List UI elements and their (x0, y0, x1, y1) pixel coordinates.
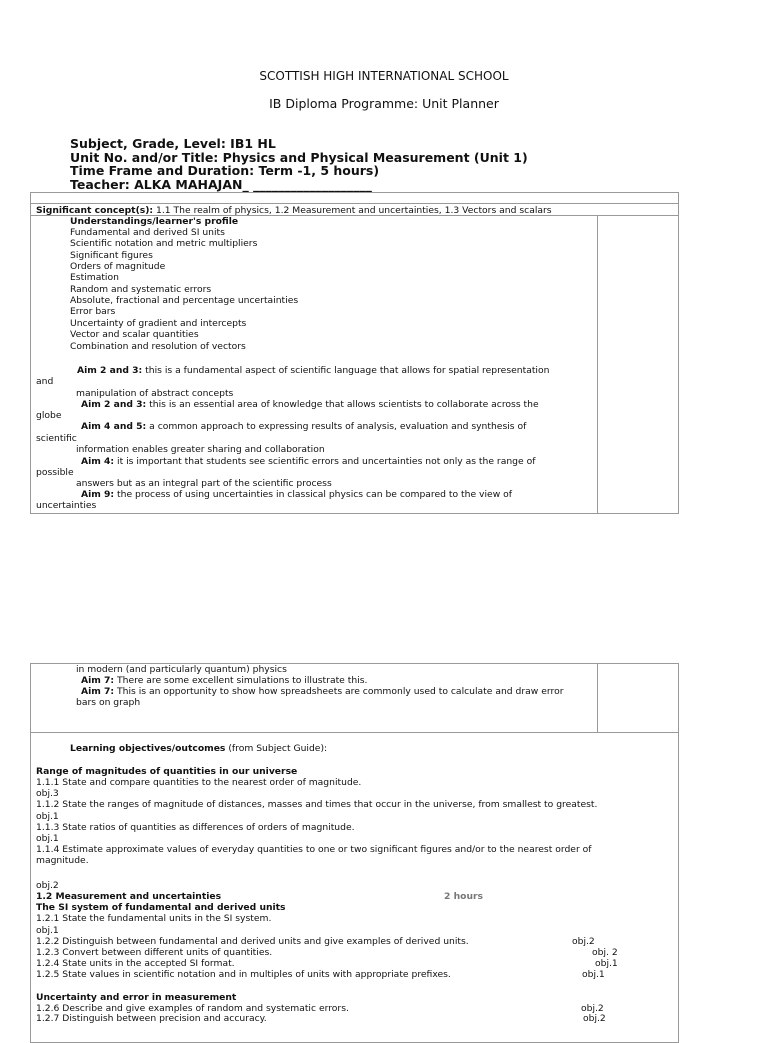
table-column-divider (597, 215, 598, 514)
aim-continuation: bars on graph (76, 697, 141, 708)
aim-continuation: information enables greater sharing and collaboration (76, 444, 325, 455)
aim-statement: Aim 7: This is an opportunity to show how spreadsheets are commonly used to calculate and draw error (81, 686, 564, 697)
section-duration: 2 hours (444, 891, 483, 902)
aim-statement: Aim 2 and 3: this is an essential area of knowledge that allows scientists to collaborate across the (81, 399, 539, 410)
table-column-divider (597, 663, 598, 732)
aim-continuation: possible (36, 467, 74, 478)
school-name: SCOTTISH HIGH INTERNATIONAL SCHOOL (259, 69, 509, 83)
objective-level: obj.2 (36, 880, 59, 891)
understanding-item: Fundamental and derived SI units (70, 227, 225, 238)
aim-continuation: answers but as an integral part of the scientific process (76, 478, 332, 489)
objective-level: obj.3 (36, 788, 59, 799)
objectives-heading: Learning objectives/outcomes (from Subject Guide): (70, 743, 328, 754)
aim-statement: Aim 4: it is important that students see scientific errors and uncertainties not only as the range of (81, 456, 536, 467)
objective-item: 1.2.1 State the fundamental units in the SI system. (36, 913, 272, 924)
objective-item: 1.2.4 State units in the accepted SI format. (36, 958, 235, 969)
section-heading: The SI system of fundamental and derived units (36, 902, 286, 913)
understanding-item: Estimation (70, 272, 119, 283)
aim-statement: Aim 4 and 5: a common approach to expressing results of analysis, evaluation and synthesis of (81, 421, 527, 432)
teacher-line: Teacher: ALKA MAHAJAN_ ___________________ (70, 177, 372, 192)
aim-continuation: and (36, 376, 54, 387)
understandings-heading: Understandings/learner's profile (70, 216, 239, 227)
understanding-item: Absolute, fractional and percentage uncertainties (70, 295, 299, 306)
understanding-item: Significant figures (70, 250, 153, 261)
objective-item: 1.2.7 Distinguish between precision and accuracy. (36, 1013, 267, 1024)
unit-line: Unit No. and/or Title: Physics and Physical Measurement (Unit 1) (70, 150, 528, 165)
objective-continuation: magnitude. (36, 855, 89, 866)
document-title: IB Diploma Programme: Unit Planner (269, 96, 499, 111)
aim-continuation: scientific (36, 433, 77, 444)
section-heading: 1.2 Measurement and uncertainties (36, 891, 222, 902)
objective-item: 1.1.4 Estimate approximate values of everyday quantities to one or two significant figures and/or to the nearest order of (36, 844, 592, 855)
aim-statement: Aim 9: the process of using uncertainties in classical physics can be compared to the view of (81, 489, 512, 500)
objective-item: 1.1.1 State and compare quantities to the nearest order of magnitude. (36, 777, 362, 788)
aim-continuation: manipulation of abstract concepts (76, 388, 234, 399)
objective-level: obj.2 (572, 936, 595, 947)
objective-level: obj.1 (36, 811, 59, 822)
time-line: Time Frame and Duration: Term -1, 5 hours) (70, 163, 380, 178)
aim-continuation: globe (36, 410, 62, 421)
objective-item: 1.2.6 Describe and give examples of random and systematic errors. (36, 1003, 349, 1014)
objective-level: obj.1 (595, 958, 618, 969)
objective-level: obj. 2 (592, 947, 618, 958)
aim-statement: Aim 2 and 3: this is a fundamental aspect of scientific language that allows for spatial representation (77, 365, 550, 376)
aim-continuation: in modern (and particularly quantum) physics (76, 664, 287, 675)
section-heading: Range of magnitudes of quantities in our universe (36, 766, 298, 777)
aim-statement: Aim 7: There are some excellent simulations to illustrate this. (81, 675, 368, 686)
objective-item: 1.2.3 Convert between different units of quantities. (36, 947, 273, 958)
subject-line: Subject, Grade, Level: IB1 HL (70, 136, 276, 151)
understanding-item: Uncertainty of gradient and intercepts (70, 318, 247, 329)
table-divider (30, 203, 679, 204)
significant-concepts: Significant concept(s): 1.1 The realm of physics, 1.2 Measurement and uncertainties, 1.3 Vectors and scalars (36, 205, 552, 216)
aim-continuation: uncertainties (36, 500, 97, 511)
objective-level: obj.1 (582, 969, 605, 980)
understanding-item: Orders of magnitude (70, 261, 166, 272)
objective-level: obj.1 (36, 925, 59, 936)
objective-level: obj.2 (583, 1013, 606, 1024)
understanding-item: Vector and scalar quantities (70, 329, 199, 340)
objective-item: 1.2.5 State values in scientific notation and in multiples of units with appropriate prefixes. (36, 969, 451, 980)
understanding-item: Random and systematic errors (70, 284, 212, 295)
objective-item: 1.2.2 Distinguish between fundamental and derived units and give examples of derived units. (36, 936, 469, 947)
understanding-item: Scientific notation and metric multipliers (70, 238, 258, 249)
understanding-item: Combination and resolution of vectors (70, 341, 246, 352)
objective-item: 1.1.2 State the ranges of magnitude of distances, masses and times that occur in the universe, from smallest to greatest. (36, 799, 598, 810)
objective-item: 1.1.3 State ratios of quantities as differences of orders of magnitude. (36, 822, 355, 833)
objective-level: obj.1 (36, 833, 59, 844)
understanding-item: Error bars (70, 306, 116, 317)
table-divider (30, 732, 679, 733)
section-heading: Uncertainty and error in measurement (36, 992, 237, 1003)
objective-level: obj.2 (581, 1003, 604, 1014)
